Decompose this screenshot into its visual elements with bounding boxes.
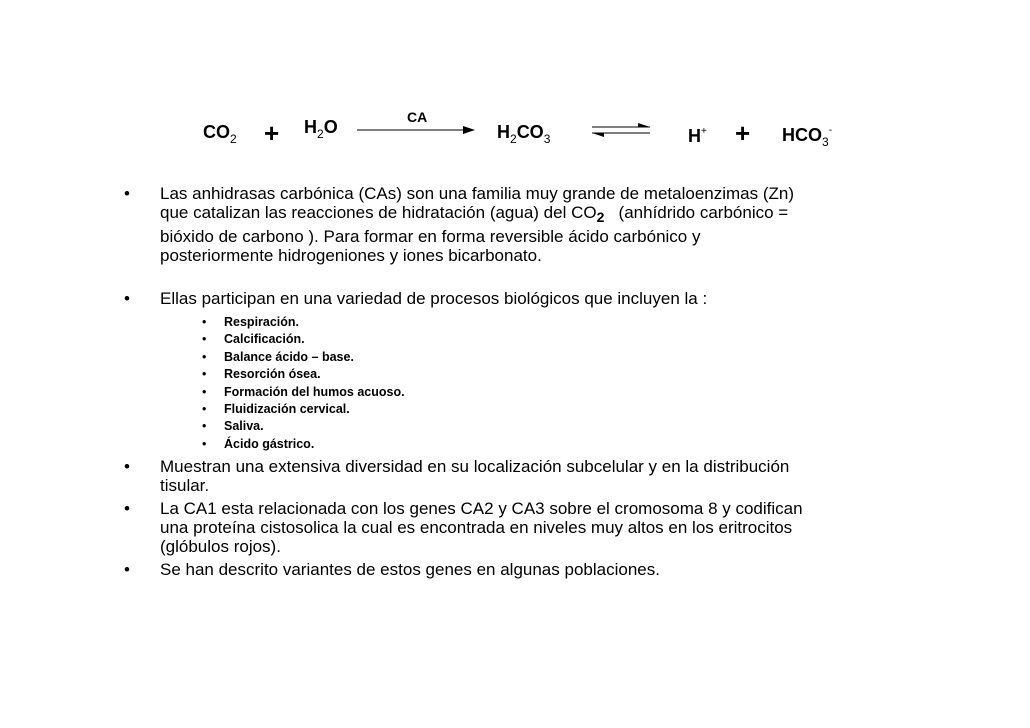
- h-ion-text: H: [688, 126, 701, 146]
- sub-item-text: Respiración.: [224, 315, 300, 329]
- co2-formula: [203, 123, 237, 145]
- bullet-item: [124, 560, 924, 579]
- bullet-4-line-3: (glóbulos rojos).: [160, 537, 281, 557]
- sub-bullet-marker: •: [202, 367, 207, 382]
- hco3-subscript: 3: [822, 135, 829, 149]
- bullet-1-line-1: Las anhidrasas carbónica (CAs) son una familia muy grande de metaloenzimas (Zn): [160, 184, 795, 203]
- h2co3-subscript-2: 3: [543, 132, 551, 146]
- bicarbonate-formula: [782, 126, 832, 148]
- co2-text: CO: [203, 122, 230, 142]
- hco3-text: HCO: [782, 125, 822, 145]
- h2co3-subscript-1: 2: [510, 132, 517, 146]
- sub-bullet-marker: •: [202, 419, 207, 434]
- sub-item-text: Formación del humos acuoso.: [224, 384, 405, 399]
- sub-item-text: Fluidización cervical.: [224, 402, 350, 417]
- bullet-item: [124, 457, 924, 495]
- sub-item-text: Calcificación.: [224, 332, 305, 347]
- h2o-formula: [304, 118, 338, 140]
- sub-item-text: Resorción ósea.: [224, 367, 321, 382]
- sub-list-item: [202, 349, 924, 366]
- bullet-marker: •: [124, 289, 130, 308]
- equilibrium-arrow-icon: [590, 120, 652, 140]
- sub-bullet-marker: •: [202, 349, 207, 364]
- bullet-3-line-2: tisular.: [160, 476, 210, 496]
- bullet-4-line-1: La CA1 esta relacionada con los genes CA2 y CA3 sobre el cromosoma 8 y codifican: [160, 499, 803, 519]
- plus-sign-2: +: [735, 118, 751, 148]
- h2o-h: H: [304, 117, 317, 137]
- bullet-3-line-1: Muestran una extensiva diversidad en su localización subcelular y en la distribución: [160, 457, 790, 477]
- sub-list-item: [202, 384, 924, 401]
- bullet-item: [124, 499, 924, 556]
- hco3-superscript: -: [828, 125, 833, 136]
- h2co3-h: H: [497, 122, 510, 142]
- sub-list-item: [202, 366, 924, 383]
- sub-list-item: [202, 314, 924, 331]
- sub-bullet-marker: •: [202, 402, 207, 417]
- sub-bullet-marker: •: [202, 315, 207, 329]
- sub-item-text: Ácido gástrico.: [224, 436, 315, 451]
- h2co3-co: CO: [516, 122, 544, 142]
- bullet-1-line-2: [160, 203, 924, 227]
- bullet-1-line-2-tail: (anhídrido carbónico =: [604, 203, 789, 222]
- bullet-marker: •: [124, 499, 130, 519]
- h2o-o: O: [323, 117, 338, 137]
- enzyme-label: CA: [407, 109, 428, 125]
- plus-sign-1: +: [264, 118, 280, 148]
- process-sub-list: [202, 314, 924, 453]
- forward-arrow-icon: [357, 124, 477, 136]
- sub-bullet-marker: •: [202, 436, 207, 451]
- bullet-4-line-2: una proteína cistosolica la cual es encontrada en niveles muy altos en los eritrocitos: [160, 518, 793, 538]
- sub-list-item: [202, 418, 924, 435]
- bullet-1-line-4: posteriormente hidrogeniones y iones bicarbonato.: [160, 246, 542, 265]
- bullet-marker: •: [124, 560, 130, 580]
- sub-bullet-marker: •: [202, 384, 207, 399]
- bullet-2-text: Ellas participan en una variedad de procesos biológicos que incluyen la :: [160, 289, 708, 308]
- sub-list-item: [202, 401, 924, 418]
- sub-bullet-marker: •: [202, 332, 207, 347]
- co2-subscript-inline: 2: [596, 209, 605, 225]
- h2o-subscript: 2: [317, 127, 324, 141]
- sub-list-item: [202, 436, 924, 453]
- bullet-1-line-3: bióxido de carbono ). Para formar en forma reversible ácido carbónico y: [160, 227, 701, 246]
- bullet-1-line-2-text: que catalizan las reacciones de hidratación (agua) del CO: [160, 203, 597, 222]
- sub-item-text: Saliva.: [224, 419, 264, 434]
- sub-list-item: [202, 331, 924, 348]
- bullet-item: [124, 289, 924, 308]
- bullet-item: [124, 184, 924, 265]
- bullet-marker: •: [124, 184, 130, 203]
- bullet-list: [124, 184, 924, 579]
- bullet-5-text: Se han descrito variantes de estos genes en algunas poblaciones.: [160, 560, 660, 580]
- hydrogen-ion-formula: [688, 127, 707, 145]
- co2-subscript: 2: [230, 132, 237, 146]
- bullet-marker: •: [124, 457, 130, 477]
- h2co3-formula: [497, 123, 550, 145]
- sub-item-text: Balance ácido – base.: [224, 349, 354, 364]
- h-ion-superscript: +: [701, 126, 707, 137]
